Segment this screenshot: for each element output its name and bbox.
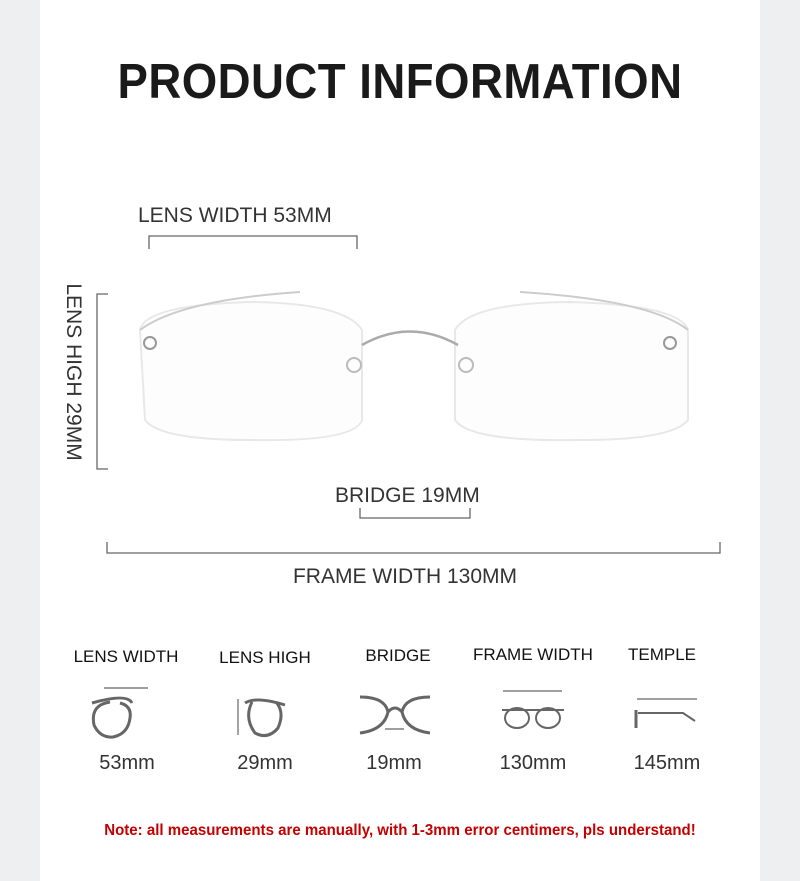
- frame-width-icon: [502, 691, 564, 728]
- bridge-icon: [360, 697, 430, 733]
- spec-value-lens-width: 53mm: [99, 752, 155, 774]
- spec-value-frame-width: 130mm: [499, 752, 567, 774]
- spec-label-bridge: BRIDGE: [365, 646, 431, 665]
- spec-label-lens-high: LENS HIGH: [219, 648, 311, 667]
- frame-width-label: FRAME WIDTH 130MM: [292, 565, 517, 588]
- lens-high-icon: [238, 699, 285, 736]
- spec-value-lens-high: 29mm: [237, 752, 293, 774]
- bridge-label: BRIDGE 19MM: [335, 484, 480, 507]
- lens-high-label: LENS HIGH 29MM: [62, 283, 85, 461]
- lens-width-label: LENS WIDTH 53MM: [138, 204, 332, 227]
- lens-width-icon: [92, 688, 148, 737]
- spec-label-lens-width: LENS WIDTH: [73, 647, 179, 666]
- measurement-note: Note: all measurements are manually, with 1-3mm error centimers, pls understand!: [104, 822, 696, 839]
- spec-label-frame-width: FRAME WIDTH: [473, 645, 593, 664]
- temple-icon: [636, 699, 697, 728]
- page-title: PRODUCT INFORMATION: [117, 55, 683, 109]
- spec-label-temple: TEMPLE: [627, 645, 697, 664]
- spec-value-bridge: 19mm: [366, 752, 422, 774]
- spec-value-temple: 145mm: [633, 752, 701, 774]
